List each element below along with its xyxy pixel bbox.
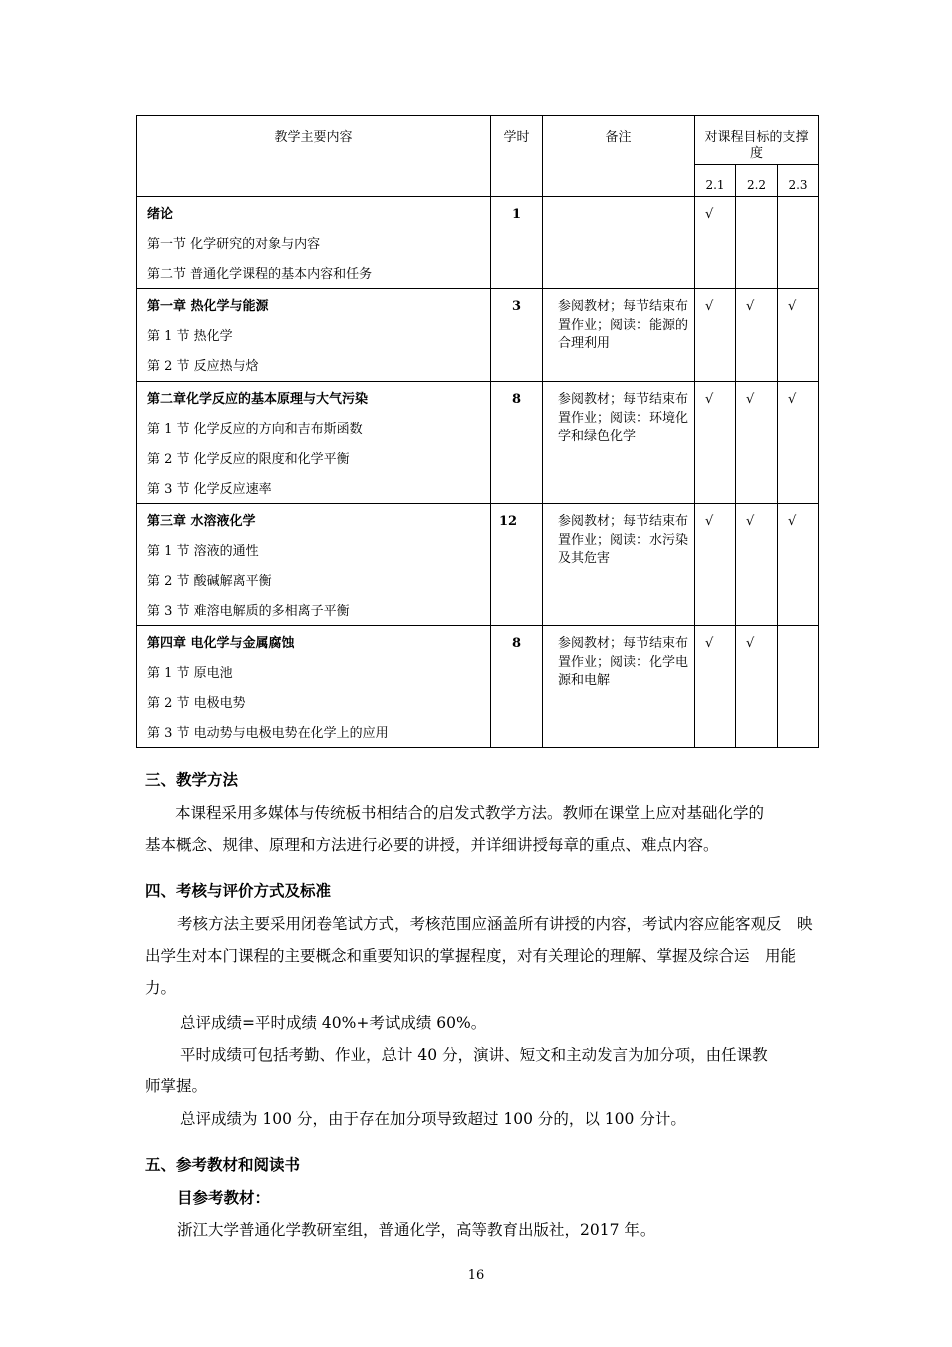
row-note — [543, 197, 695, 289]
row-hours: 3 — [491, 289, 543, 382]
check-mark: √ — [778, 289, 819, 382]
header-support: 对课程目标的支撑度 — [695, 116, 819, 165]
check-mark: √ — [695, 289, 736, 382]
header-goal-2-1: 2.1 — [695, 165, 736, 197]
row-content — [137, 289, 491, 382]
reference-entry: 浙江大学普通化学教研室组，普通化学，高等教育出版社，2017 年。 — [177, 1221, 656, 1239]
row-hours: 8 — [491, 626, 543, 748]
check-mark — [736, 197, 778, 289]
section-4-paragraph-line: 平时成绩可包括考勤、作业，总计 40 分，演讲、短文和主动发言为加分项，由任课教 — [180, 1046, 768, 1064]
section-5-heading: 五、参考教材和阅读书 — [145, 1155, 301, 1174]
check-mark: √ — [695, 504, 736, 626]
header-goal-2-3: 2.3 — [778, 165, 819, 197]
section-item: 第 3 节 化学反应速率 — [147, 482, 272, 497]
row-hours: 8 — [491, 382, 543, 504]
table-row — [137, 197, 819, 289]
section-item: 第 2 节 酸碱解离平衡 — [147, 574, 272, 589]
row-note: 参阅教材；每节结束布置作业；阅读：化学电源和电解 — [543, 626, 695, 748]
check-mark: √ — [695, 197, 736, 289]
check-mark: √ — [695, 382, 736, 504]
section-item: 第 2 节 反应热与焓 — [147, 359, 259, 374]
check-mark: √ — [736, 504, 778, 626]
chapter-title: 第三章 水溶液化学 — [147, 514, 256, 529]
section-3-paragraph-line: 基本概念、规律、原理和方法进行必要的讲授，并详细讲授每章的重点、难点内容。 — [145, 836, 719, 854]
section-4-formula: 总评成绩=平时成绩 40%+考试成绩 60%。 — [180, 1014, 487, 1032]
row-content — [137, 504, 491, 626]
row-content — [137, 197, 491, 289]
table-row — [137, 289, 819, 382]
row-note: 参阅教材；每节结束布置作业；阅读：能源的合理利用 — [543, 289, 695, 382]
check-mark: √ — [736, 289, 778, 382]
check-mark — [778, 626, 819, 748]
section-item: 第 1 节 溶液的通性 — [147, 544, 259, 559]
section-4-paragraph-line: 力。 — [145, 979, 177, 997]
section-item: 第 3 节 难溶电解质的多相离子平衡 — [147, 604, 350, 619]
row-hours: 1 — [491, 197, 543, 289]
header-goal-2-2: 2.2 — [736, 165, 778, 197]
row-note: 参阅教材；每节结束布置作业；阅读：水污染及其危害 — [543, 504, 695, 626]
section-item: 第 1 节 热化学 — [147, 329, 233, 344]
header-content: 教学主要内容 — [137, 116, 491, 197]
section-3-heading: 三、教学方法 — [145, 770, 239, 789]
check-mark: √ — [736, 382, 778, 504]
row-content — [137, 626, 491, 748]
table-row — [137, 504, 819, 626]
section-4-heading: 四、考核与评价方式及标准 — [145, 881, 332, 900]
row-note: 参阅教材；每节结束布置作业；阅读：环境化学和绿色化学 — [543, 382, 695, 504]
section-5-subheading: 目参考教材： — [177, 1188, 271, 1207]
chapter-title: 第四章 电化学与金属腐蚀 — [147, 636, 295, 651]
section-item: 第 2 节 电极电势 — [147, 696, 246, 711]
section-item: 第 2 节 化学反应的限度和化学平衡 — [147, 452, 350, 467]
section-4-paragraph-line: 师掌握。 — [145, 1077, 208, 1095]
section-item: 第 3 节 电动势与电极电势在化学上的应用 — [147, 726, 389, 741]
chapter-title: 第二章化学反应的基本原理与大气污染 — [147, 392, 369, 407]
chapter-title: 第一章 热化学与能源 — [147, 299, 269, 314]
check-mark: √ — [778, 382, 819, 504]
section-item: 第 1 节 化学反应的方向和吉布斯函数 — [147, 422, 363, 437]
section-3-paragraph-line: 本课程采用多媒体与传统板书相结合的启发式教学方法。教师在课堂上应对基础化学的 — [175, 804, 765, 822]
page-number: 16 — [467, 1268, 485, 1283]
header-hours: 学时 — [491, 116, 543, 197]
check-mark: √ — [736, 626, 778, 748]
check-mark — [778, 197, 819, 289]
section-item: 第二节 普通化学课程的基本内容和任务 — [147, 267, 373, 282]
section-4-paragraph-line: 出学生对本门课程的主要概念和重要知识的掌握程度，对有关理论的理解、掌握及综合运 用能 — [145, 947, 797, 965]
check-mark: √ — [695, 626, 736, 748]
check-mark: √ — [778, 504, 819, 626]
row-content — [137, 382, 491, 504]
row-hours: 12 — [491, 504, 543, 626]
course-content-table — [136, 115, 819, 748]
header-note: 备注 — [543, 116, 695, 197]
section-4-paragraph-line: 考核方法主要采用闭卷笔试方式，考核范围应涵盖所有讲授的内容，考试内容应能客观反 映 — [177, 915, 813, 933]
section-item: 第 1 节 原电池 — [147, 666, 233, 681]
section-item: 第一节 化学研究的对象与内容 — [147, 237, 321, 252]
table-row — [137, 382, 819, 504]
table-row — [137, 626, 819, 748]
chapter-title: 绪论 — [147, 207, 174, 222]
section-4-paragraph-line: 总评成绩为 100 分，由于存在加分项导致超过 100 分的，以 100 分计。 — [180, 1110, 686, 1128]
